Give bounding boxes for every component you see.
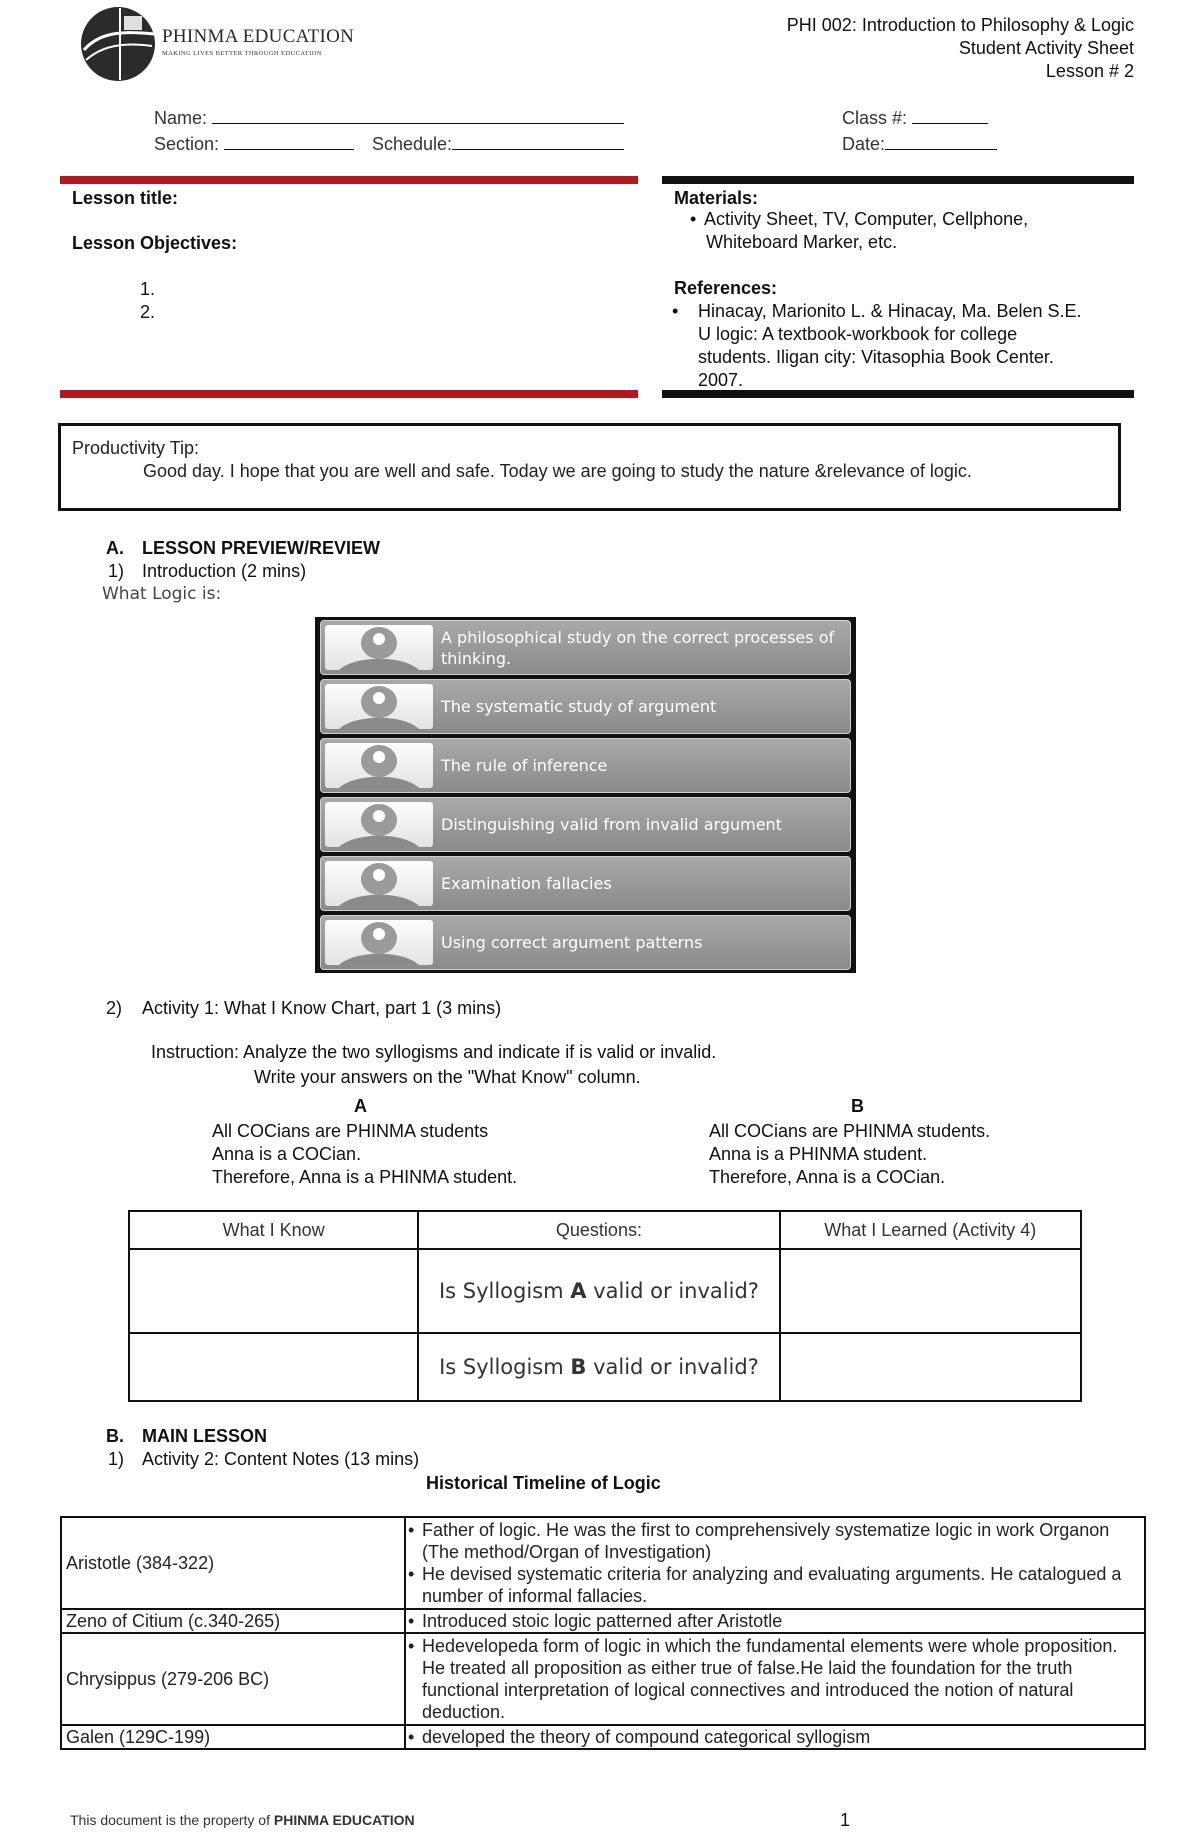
activity1-instruction-2: Write your answers on the "What Know" column. xyxy=(254,1067,641,1087)
lesson-objectives-label: Lesson Objectives: xyxy=(72,233,238,253)
timeline-name: Chrysippus (279-206 BC) xyxy=(61,1633,405,1725)
schedule-field[interactable] xyxy=(372,132,624,155)
logic-definition-text: Examination fallacies xyxy=(441,874,612,893)
header-what-i-know: What I Know xyxy=(129,1211,418,1249)
intro-number: 1) xyxy=(108,561,125,581)
materials-list xyxy=(690,208,1028,254)
syllogism-b-premise-1: All COCians are PHINMA students. xyxy=(709,1121,991,1141)
timeline-point: • Hedevelopeda form of logic in which the fundamental elements were whole proposition. He treated all proposition as either true of false.He laid the foundation for the truth functional interpretation of logical connectives and introduced the notion of natural deduction. xyxy=(408,1635,1142,1723)
tip-text: Good day. I hope that you are well and safe. Today we are going to study the nature &relevance of logic. xyxy=(143,461,972,481)
logic-definition-row xyxy=(320,620,851,675)
logo-tagline: MAKING LIVES BETTER THROUGH EDUCATION xyxy=(162,50,322,57)
table-row xyxy=(61,1609,1145,1633)
timeline-title: Historical Timeline of Logic xyxy=(426,1473,661,1493)
materials-item-continued: Whiteboard Marker, etc. xyxy=(706,232,898,252)
logic-definition-row xyxy=(320,738,851,793)
question-b: Is Syllogism B valid or invalid? xyxy=(418,1333,779,1401)
header-course-info xyxy=(787,14,1134,83)
what-i-know-answer-a[interactable] xyxy=(129,1249,418,1333)
section-b-letter: B. xyxy=(106,1426,124,1446)
page-number: 1 xyxy=(840,1810,851,1830)
class-number-blank[interactable] xyxy=(912,106,988,124)
footer-text: This document is the property of xyxy=(70,1812,270,1828)
references-label: References: xyxy=(674,278,778,298)
reference-line-3: students. Iligan city: Vitasophia Book Center. xyxy=(698,347,1054,367)
logic-definition-text: Using correct argument patterns xyxy=(441,933,703,952)
timeline-point: • Father of logic. He was the first to comprehensively systematize logic in work Organon (The method/Organ of Investigation) xyxy=(408,1519,1142,1563)
syllogism-a-label: A xyxy=(354,1096,367,1116)
reference-line-4: 2007. xyxy=(698,370,744,390)
logic-definition-row xyxy=(320,856,851,911)
timeline-point: • Introduced stoic logic patterned after Aristotle xyxy=(408,1610,1142,1632)
class-number-field[interactable] xyxy=(842,106,988,129)
class-number-label: Class #: xyxy=(842,108,908,128)
sheet-title: Student Activity Sheet xyxy=(958,38,1134,58)
syllogism-a xyxy=(212,1120,517,1189)
timeline-name: Zeno of Citium (c.340-265) xyxy=(61,1609,405,1633)
syllogism-b xyxy=(709,1120,990,1189)
question-a: Is Syllogism A valid or invalid? xyxy=(418,1249,779,1333)
what-i-learned-answer-b[interactable] xyxy=(780,1333,1081,1401)
course-title: PHI 002: Introduction to Philosophy & Logic xyxy=(786,15,1134,35)
historical-timeline-table xyxy=(60,1516,1146,1750)
logic-definition-row xyxy=(320,915,851,970)
lesson-number: Lesson # 2 xyxy=(1045,61,1134,81)
logic-definition-row xyxy=(320,679,851,734)
objective-2: 2. xyxy=(140,302,156,322)
section-b-heading: MAIN LESSON xyxy=(142,1426,268,1446)
references-list xyxy=(672,300,1082,392)
logic-definition-text: The systematic study of argument xyxy=(441,697,717,716)
what-i-learned-answer-a[interactable] xyxy=(780,1249,1081,1333)
intro-item: Introduction (2 mins) xyxy=(142,561,307,581)
head-icon xyxy=(325,684,433,729)
objective-1: 1. xyxy=(140,279,156,299)
timeline-description xyxy=(405,1725,1145,1749)
table-row xyxy=(61,1725,1145,1749)
syllogism-b-label: B xyxy=(851,1096,864,1116)
schedule-blank[interactable] xyxy=(452,132,624,150)
timeline-description xyxy=(405,1633,1145,1725)
head-icon xyxy=(325,802,433,847)
objectives-list xyxy=(140,278,155,324)
productivity-tip-box xyxy=(58,423,1121,511)
activity1-title: Activity 1: What I Know Chart, part 1 (3 mins) xyxy=(142,998,502,1018)
date-blank[interactable] xyxy=(885,132,997,150)
lesson-title-label: Lesson title: xyxy=(72,188,179,208)
footer-brand: PHINMA EDUCATION xyxy=(273,1812,415,1828)
what-i-know-table xyxy=(128,1210,1082,1402)
table-row xyxy=(129,1333,1081,1401)
reference-line-2: U logic: A textbook-workbook for college xyxy=(698,324,1018,344)
timeline-point: • He devised systematic criteria for analyzing and evaluating arguments. He catalogued a number of informal fallacies. xyxy=(408,1563,1142,1607)
header-what-i-learned: What I Learned (Activity 4) xyxy=(780,1211,1081,1249)
lesson-top-bar xyxy=(60,176,638,184)
logic-definition-text: The rule of inference xyxy=(441,756,608,775)
footer-note xyxy=(70,1812,415,1828)
logic-is-label: What Logic is: xyxy=(102,584,222,604)
timeline-point: • developed the theory of compound categorical syllogism xyxy=(408,1726,1142,1748)
head-icon xyxy=(325,920,433,965)
timeline-name: Galen (129C-199) xyxy=(61,1725,405,1749)
logic-definitions-graphic xyxy=(315,617,856,973)
table-row xyxy=(61,1633,1145,1725)
logic-definition-text: A philosophical study on the correct processes of thinking. xyxy=(441,627,835,668)
section-a-letter: A. xyxy=(106,538,124,558)
activity2-number: 1) xyxy=(108,1449,125,1469)
section-blank[interactable] xyxy=(224,132,354,150)
syllogism-a-premise-1: All COCians are PHINMA students xyxy=(212,1121,489,1141)
reference-line-1: • Hinacay, Marionito L. & Hinacay, Ma. Belen S.E. xyxy=(672,300,1082,323)
syllogism-b-conclusion: Therefore, Anna is a COCian. xyxy=(709,1167,946,1187)
syllogism-a-premise-2: Anna is a COCian. xyxy=(212,1144,362,1164)
head-icon xyxy=(325,861,433,906)
activity1-number: 2) xyxy=(106,998,123,1018)
timeline-description xyxy=(405,1609,1145,1633)
what-i-know-answer-b[interactable] xyxy=(129,1333,418,1401)
section-a-heading: LESSON PREVIEW/REVIEW xyxy=(142,538,381,558)
table-row xyxy=(61,1517,1145,1609)
header-questions: Questions: xyxy=(418,1211,779,1249)
logo-name: PHINMA EDUCATION xyxy=(162,26,355,47)
syllogism-a-conclusion: Therefore, Anna is a PHINMA student. xyxy=(212,1167,518,1187)
phinma-emblem-icon xyxy=(78,4,158,82)
head-icon xyxy=(325,743,433,788)
logic-definition-row xyxy=(320,797,851,852)
date-field[interactable] xyxy=(842,132,997,155)
name-blank[interactable] xyxy=(212,106,624,124)
section-field[interactable] xyxy=(154,132,354,155)
materials-item: • Activity Sheet, TV, Computer, Cellphone, xyxy=(690,208,1028,231)
activity1-instruction: Instruction: Analyze the two syllogisms and indicate if is valid or invalid. xyxy=(151,1042,717,1062)
table-header-row xyxy=(129,1211,1081,1249)
syllogism-b-premise-2: Anna is a PHINMA student. xyxy=(709,1144,928,1164)
tip-label: Productivity Tip: xyxy=(72,438,200,458)
timeline-description xyxy=(405,1517,1145,1609)
materials-label: Materials: xyxy=(674,188,759,208)
logic-definition-text: Distinguishing valid from invalid argument xyxy=(441,815,782,834)
head-icon xyxy=(325,625,433,670)
date-label: Date: xyxy=(842,134,886,154)
materials-bottom-bar xyxy=(662,390,1134,398)
section-label: Section: xyxy=(154,134,220,154)
phinma-logo xyxy=(78,4,355,82)
timeline-name: Aristotle (384-322) xyxy=(61,1517,405,1609)
materials-top-bar xyxy=(662,176,1134,184)
table-row xyxy=(129,1249,1081,1333)
activity2-title: Activity 2: Content Notes (13 mins) xyxy=(142,1449,420,1469)
name-field[interactable] xyxy=(154,106,624,129)
schedule-label: Schedule: xyxy=(372,134,453,154)
name-label: Name: xyxy=(154,108,208,128)
lesson-bottom-bar xyxy=(60,390,638,398)
